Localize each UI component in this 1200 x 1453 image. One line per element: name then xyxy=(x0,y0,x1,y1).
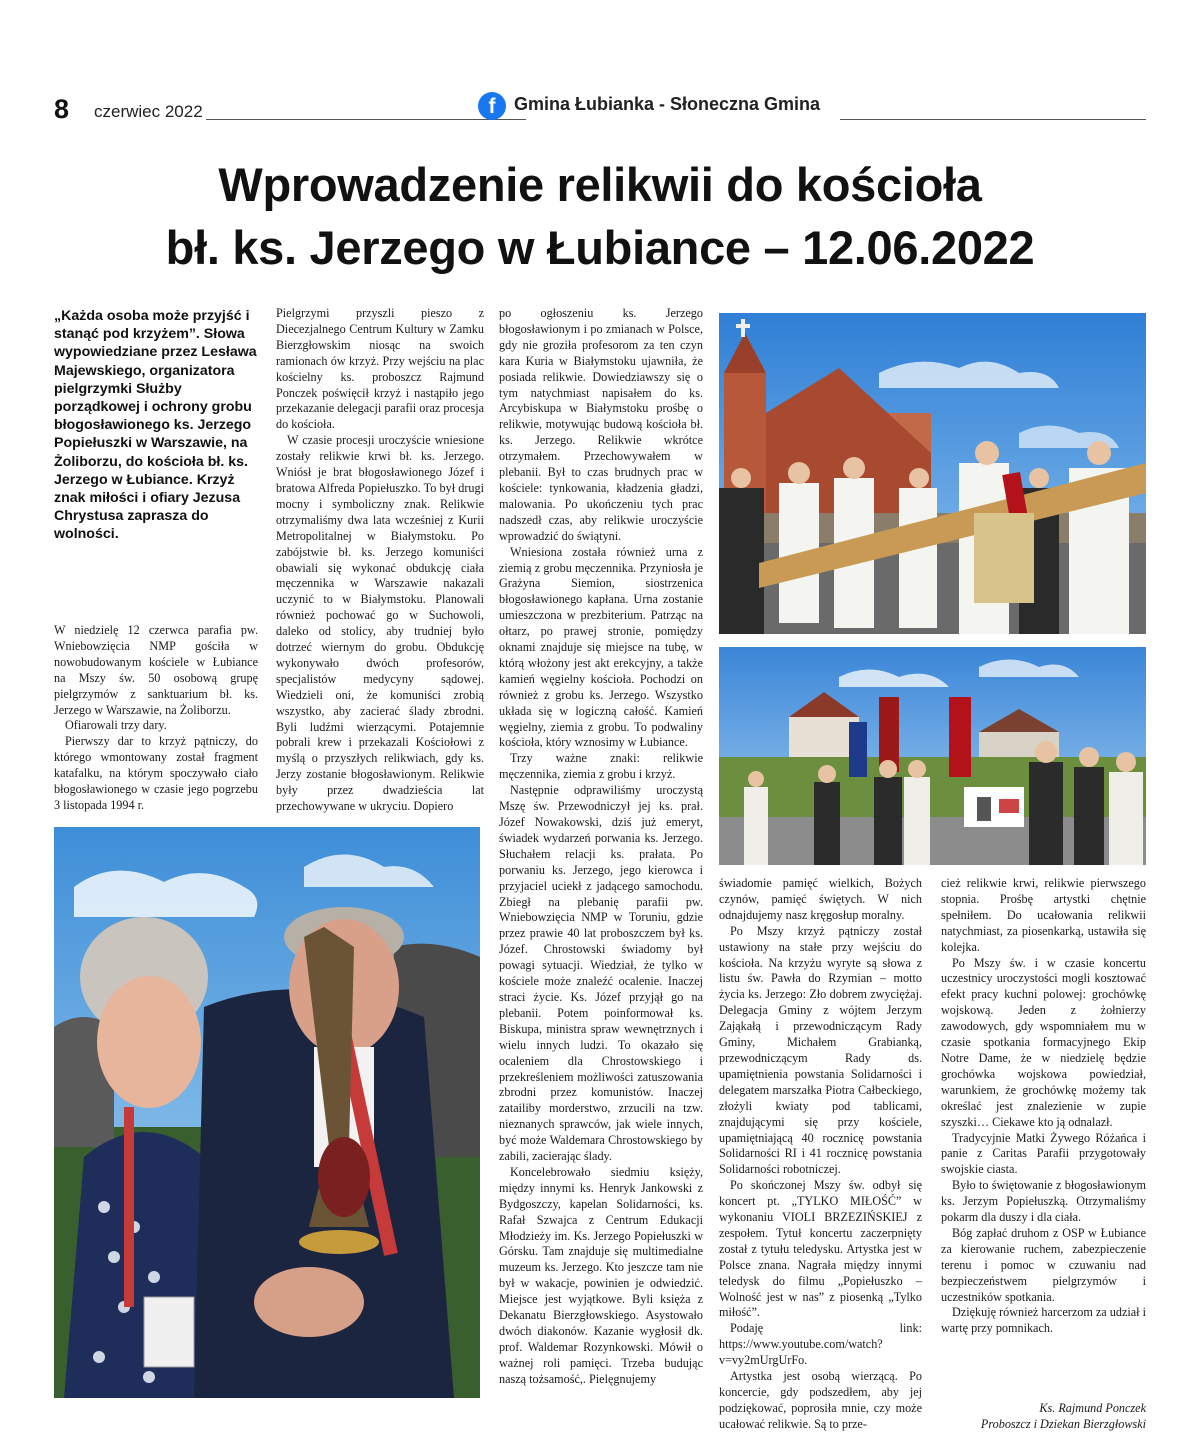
paragraph: Tradycyjnie Matki Żywego Różańca i panie z Caritas Parafii przygotowały swojskie ciasta. xyxy=(941,1130,1146,1177)
page-header xyxy=(54,92,1146,132)
paragraph: po ogłoszeniu ks. Jerzego błogosławionym i po zmianach w Polsce, gdy nie groziła profesorom za ten czyn kara Kuria w Białymstoku ujawniła, że posiada relikwie. Dowiedziawszy się o tym natychmiast napisałem do ks. Arcybiskupa w Białymstoku prośbę o relikwie, motywując budową kościoła bł. ks. Jerzego. Relikwie wkrótce otrzymałem. Przechowywałem w plebanii. Był to czas brudnych prac w kościele: tynkowania, kładzenia gładzi, malowania. Po ukończeniu tych prac nadszedł czas, aby relikwie uroczyście wprowadzić do świątyni. xyxy=(499,306,703,543)
facebook-icon[interactable]: f xyxy=(478,92,506,120)
page-number: 8 xyxy=(54,94,70,124)
author-title: Proboszcz i Dziekan Bierzgłowski xyxy=(980,1417,1146,1431)
paragraph: świadomie pamięć wielkich, Bożych czynów, pamięć świętych. W nich odnajdujemy nasz kręgosłup moralny. xyxy=(719,876,922,922)
text-column-4 xyxy=(719,876,922,1433)
header-rule xyxy=(840,119,1146,120)
paragraph: Pierwszy dar to krzyż pątniczy, do którego wmontowany został fragment katafalku, na którym spoczywało ciało błogosławionego w czasie jego pogrzebu 3 listopada 1994 r. xyxy=(54,734,258,812)
header-rule xyxy=(206,119,526,120)
paragraph: Po Mszy św. i w czasie koncertu uczestnicy uroczystości mogli kosztować efekt pracy kuchni polowej: grochówkę wojskową. Jeden z żołnierzy zawodowych, gdy wspomniałem mu w czasie spotkania formacyjnego Ekip Notre Dame, że w niedzielę będzie grochówka wojskowa powiedział, warunkiem, że grochówkę możemy tak określać jest znalezienie w zupie szyszki… Ciekawe kto ją odnalazł. xyxy=(941,955,1146,1129)
photo-pilgrims-banners xyxy=(719,647,1146,865)
paragraph: Po Mszy krzyż pątniczy został ustawiony na stałe przy wejściu do kościoła. Na krzyżu wyryte są słowa z listu św. Pawła do Rzymian – motto życia ks. Jerzego: Zło dobrem zwyciężaj. Delegacja Gminy z wójtem Jerzym Zająkałą i przewodniczącym Rady Gminy, Michałem Grabianką, przewodniczącym Rady ds. upamiętnienia powstania Solidarności i delegatem marszałka Piotra Całbeckiego, złożyli kwiaty pod tablicami, znajdującymi się przy kościele, upamiętniającą 40 rocznicę powstania Solidarności RI i 41 rocznicę powstania Solidarności robotniczej. xyxy=(719,923,922,1177)
paragraph: W niedzielę 12 czerwca parafia pw. Wniebowzięcia NMP gościła w nowobudowanym kościele w Łubiance na Mszy św. 50 osobową grupę pielgrzymów z sanktuarium bł. ks. Jerzego w Warszawie, na Żoliborzu. xyxy=(54,623,258,717)
photo-church-procession xyxy=(719,313,1146,634)
text-column-1 xyxy=(54,623,258,814)
paragraph: Dziękuję również harcerzom za udział i wartę przy pomnikach. xyxy=(941,1305,1146,1336)
paragraph: Następnie odprawiliśmy uroczystą Mszę św. Przewodniczył jej ks. prał. Józef Nowakowski, dziś już emeryt, świadek wydarzeń porwania ks. Jerzego. Słuchałem relacji ks. prałata. Po porwaniu ks. Jerzego, jego kierowca i przyjaciel uciekł z jadącego samochodu. Zbiegł na plebanię parafii pw. Wniebowzięcia NMP w Toruniu, gdzie przez prawie 40 lat proboszczem był ks. Józef. Chrostowski świadomy był powagi sytuacji. Wiedział, że tylko w kościele może znaleźć ocalenie. Inaczej straci życie. Ks. Józef przyjął go na plebanii. Potem poinformował ks. Biskupa, ministra spraw wewnętrznych i wielu innych ludzi. To okazało się ocaleniem dla Chrostowskiego i przekreśleniem możliwości zatuszowania zbrodni przez komunistów. Inaczej zatailiby morderstwo, zrzucili na tzw. nieznanych sprawców, jak wiele innych, być może Waldemara Chrostowskiego by zabili, zacierając ślady. xyxy=(499,783,703,1164)
paragraph: Bóg zapłać druhom z OSP w Łubiance za kierowanie ruchem, zabezpieczenie terenu i pomoc w czuwaniu nad bezpieczeństwem pielgrzymów i uczestników spotkania. xyxy=(941,1225,1146,1304)
paragraph: Było to świętowanie z błogosławionym ks. Jerzym Popiełuszką. Otrzymaliśmy pokarm dla duszy i dla ciała. xyxy=(941,1178,1146,1225)
text-column-2 xyxy=(276,306,484,815)
issue-date: czerwiec 2022 xyxy=(94,102,203,121)
paragraph: Podaję link: https://www.youtube.com/watch?v=vy2mUrgUrFo. xyxy=(719,1321,922,1368)
paragraph: Koncelebrowało siedmiu księży, między innymi ks. Henryk Jankowski z Bydgoszczy, kapelan Solidarności, ks. Rafał Szwajca z Centrum Edukacji Młodzieży im. Ks. Jerzego Popiełuszki w Górsku. Tam znajduje się multimedialne muzeum ks. Jerzego. Kto jeszcze tam nie był w wakacje, powinien je odwiedzić. Miejsce jest wyjątkowe. Byli księża z Dekanatu Bierzgłowskiego. Asystowało dwóch diakonów. Kazanie wygłosił dk. prof. Waldemar Rozynkowski. Mówił o ważnej roli pamięci. Trzeba budując naszą tożsamość,. Pielęgnujemy xyxy=(499,1164,703,1386)
facebook-page-title[interactable]: Gmina Łubianka - Słoneczna Gmina xyxy=(514,94,821,114)
paragraph: Pielgrzymi przyszli pieszo z Diecezjalnego Centrum Kultury w Zamku Bierzgłowskim niosąc na swoich ramionach ów krzyż. Przy wejściu na plac kościelny ks. proboszcz Rajmund Ponczek poświęcił krzyż i nastąpiło jego przekazanie delegacji parafii oraz procesja do kościoła. xyxy=(276,306,484,432)
text-column-5 xyxy=(941,876,1146,1337)
paragraph: Ofiarowali trzy dary. xyxy=(65,718,167,733)
article-lead: „Każda osoba może przyjść i stanąć pod krzyżem”. Słowa wypowiedziane przez Lesława Majewskiego, organizatora pielgrzymki Służby porządkowej i ochrony grobu błogosławionego ks. Jerzego Popiełuszki w Warszawie, na Żoliborzu, do kościoła bł. ks. Jerzego w Łubiance. Krzyż znak miłości i ofiary Jezusa Chrystusa zaprasza do wolności. xyxy=(54,308,257,543)
author-signature xyxy=(930,1400,1146,1432)
article-headline xyxy=(20,153,1180,279)
paragraph: Po skończonej Mszy św. odbył się koncert pt. „TYLKO MIŁOŚĆ” w wykonaniu VIOLI BRZEZIŃSKIEJ z zespołem. Tytuł koncertu zaczerpnięty został z tytułu teledysku. Artystka jest w Polsce znana. Nagrała między innymi teledysk do filmu „Popiełuszko – Wolność jest w nas” z piosenką „Tylko miłość”. xyxy=(719,1178,922,1320)
author-name: Ks. Rajmund Ponczek xyxy=(1039,1401,1146,1415)
paragraph: Wniesiona została również urna z ziemią z grobu męczennika. Przyniosła je Grażyna Siemion, siostrzenica błogosławionego kapłana. Urna zostanie umieszczona w prezbiterium. Patrząc na ołtarz, po prawej stronie, pomiędzy oknami znajduje się miejsce na tubę, w którą włożony jest akt erekcyjny, a także kamień węgielny kościoła. Pochodzi on również z grobu ks. Jerzego. Wszystko układa się w logiczną całość. Kamień węgielny, ziemia z grobu. To podwaliny kościoła, który wznosimy w Łubiance. xyxy=(499,544,703,750)
paragraph: W czasie procesji uroczyście wniesione zostały relikwie krwi bł. ks. Jerzego. Wniósł je brat błogosławionego Józef i bratowa Alfreda Popiełuszko. To był drugi mocny i symboliczny znak. Relikwie otrzymaliśmy dwa lata wcześniej z Kurii Metropolitalnej w Białymstoku. Po zabójstwie bł. ks. Jerzego komuniści obawiali się wykonać obdukcję ciała męczennika w Warszawie nakazali uczynić to w Białymstoku. Planowali również pochować go w Suchowoli, daleko od stolicy, aby trudniej było dotrzeć wiernym do grobu. Obdukcję wykonywało dwóch profesorów, specjalistów medycyny sądowej. Wiedzieli oni, że komuniści zrobią wszystko, aby zacierać ślady zbrodni. Byli ludźmi wierzącymi. Potajemnie pobrali krew i przekazali Kościołowi z myślą o przyszłych relikwiach, gdy ks. Jerzy zostanie błogosławionym. Relikwie były przez dwadzieścia lat przechowywane w ukryciu. Dopiero xyxy=(276,433,484,814)
text-column-3 xyxy=(499,306,703,1388)
paragraph: Trzy ważne znaki: relikwie męczennika, ziemia z grobu i krzyż. xyxy=(499,751,703,782)
paragraph: cież relikwie krwi, relikwie pierwszego stopnia. Prośbę artystki chętnie spełniłem. Do ucałowania relikwii natychmiast, za piosenkarką, ustawiła się kolejka. xyxy=(941,876,1146,954)
photo-relic-statue xyxy=(54,827,480,1398)
headline-line-1: Wprowadzenie relikwii do kościoła xyxy=(218,158,982,211)
paragraph: Artystka jest osobą wierzącą. Po koncercie, gdy podszedłem, aby jej podziękować, poprosiła mnie, czy może ucałować relikwie. Są to prze- xyxy=(719,1369,922,1431)
headline-line-2: bł. ks. Jerzego w Łubiance – 12.06.2022 xyxy=(165,221,1035,274)
